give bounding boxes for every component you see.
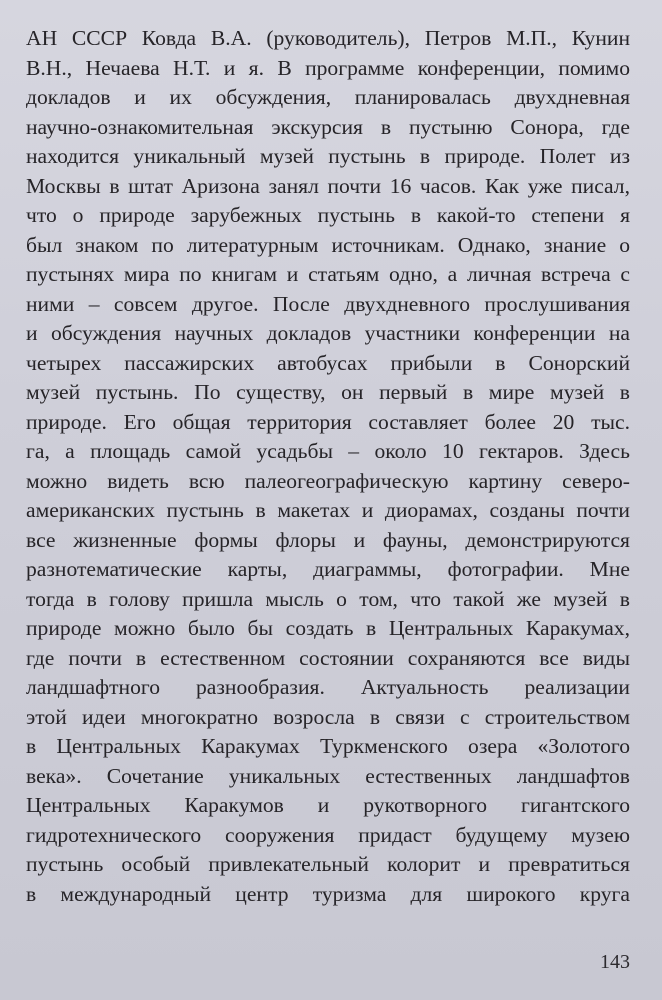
text-line: природе можно было бы создать в Центральных Каракумах, — [26, 616, 630, 640]
text-line: В.Н., Нечаева Н.Т. и я. В программе конференции, помимо — [26, 55, 630, 80]
text-line: докладов и их обсуждения, планировалась двухдневная — [26, 85, 630, 109]
text-line: в международный центр туризма для широкого круга — [26, 881, 630, 906]
text-line: где почти в естественном состоянии сохраняются все виды — [26, 645, 630, 670]
body-text — [26, 24, 630, 909]
text-line: ландшафтного разнообразия. Актуальность реализации — [26, 675, 630, 699]
text-line: АН СССР Ковда В.А. (руководитель), Петров М.П., Кунин — [26, 26, 630, 50]
text-line: Москвы в штат Аризона занял почти 16 часов. Как уже писал, — [26, 173, 630, 198]
text-line: что о природе зарубежных пустынь в какой-то степени я — [26, 203, 630, 227]
text-line: американских пустынь в макетах и диорамах, созданы почти — [26, 498, 630, 522]
text-line: четырех пассажирских автобусах прибыли в Сонорский — [26, 350, 630, 375]
text-line: ними – совсем другое. После двухдневного прослушивания — [26, 291, 630, 316]
text-line: разнотематические карты, диаграммы, фотографии. Мне — [26, 557, 630, 581]
text-line: можно видеть всю палеогеографическую картину северо- — [26, 468, 630, 493]
text-line: научно-ознакомительная экскурсия в пустыню Сонора, где — [26, 114, 630, 139]
text-line: тогда в голову пришла мысль о том, что такой же музей в — [26, 586, 630, 611]
text-line: природе. Его общая территория составляет более 20 тыс. — [26, 409, 630, 434]
text-line: пустынях мира по книгам и статьям одно, а личная встреча с — [26, 262, 630, 286]
text-line: га, а площадь самой усадьбы – около 10 гектаров. Здесь — [26, 439, 630, 463]
text-line: и обсуждения научных докладов участники конференции на — [26, 321, 630, 345]
page-number: 143 — [600, 951, 630, 973]
text-line: музей пустынь. По существу, он первый в мире музей в — [26, 380, 630, 404]
text-line: этой идеи многократно возросла в связи с строительством — [26, 704, 630, 729]
text-line: был знаком по литературным источникам. Однако, знание о — [26, 232, 630, 257]
text-line: в Центральных Каракумах Туркменского озера «Золотого — [26, 734, 630, 758]
text-line: все жизненные формы флоры и фауны, демонстрируются — [26, 527, 630, 552]
text-line: Центральных Каракумов и рукотворного гигантского — [26, 793, 630, 817]
text-line: находится уникальный музей пустынь в природе. Полет из — [26, 144, 630, 168]
text-line: века». Сочетание уникальных естественных ландшафтов — [26, 763, 630, 788]
text-line: гидротехнического сооружения придаст будущему музею — [26, 822, 630, 847]
text-line: пустынь особый привлекательный колорит и превратиться — [26, 852, 630, 876]
